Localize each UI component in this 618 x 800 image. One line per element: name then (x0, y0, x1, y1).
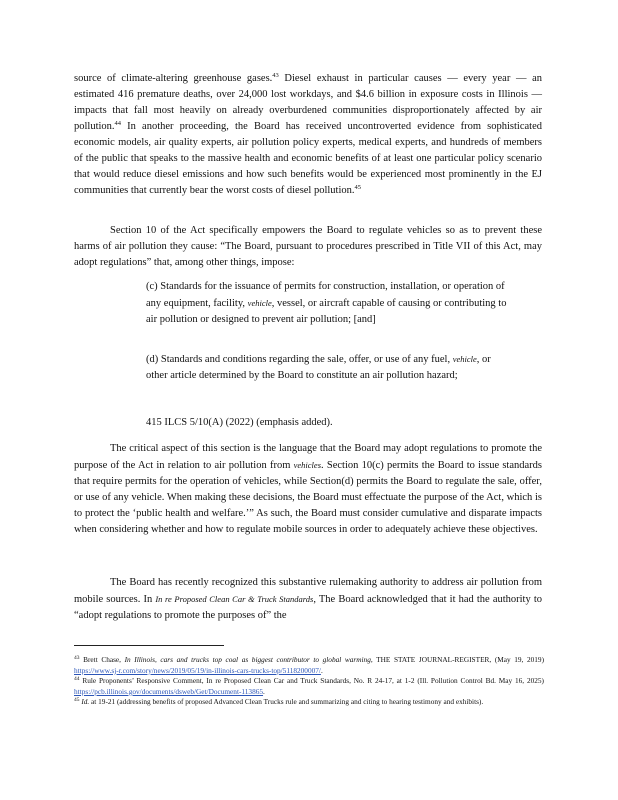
quote-c-text-b: , vessel, or aircraft capable of causing or contributing to air pollution or designed to prevent air pollution; [and] (146, 298, 507, 325)
block-quote-c (146, 279, 508, 328)
paragraph-3-text-b: . Section 10(c) permits the Board to issue standards that require permits for the operation of vehicles, while Section(d) permits the Board to regulate the sale, offer, or use of any vehicle. When making these decisions, the Board must effectuate the purpose of the Act, which is to protect the ‘public health and welfare.’” As such, the Board must consider cumulative and disparate impacts when considering whether and how to regulate mobile sources in order to adequately achieve these objectives. (74, 460, 542, 535)
footnote-44 (74, 676, 544, 697)
footnote-ref-43[interactable]: 43 (272, 72, 279, 79)
paragraph-1-text-b: Diesel exhaust in particular causes — every year — an estimated 416 premature deaths, over 24,000 lost workdays, and $4.6 billion in exposure costs in Illinois — impacts that fall most heavily on already overburdened communities disproportionately affected by air pollution. (74, 73, 542, 132)
footnote-divider (74, 645, 224, 646)
paragraph-1-text-c: In another proceeding, the Board has received uncontroverted evidence from sophisticated economic models, air quality experts, air pollution policy experts, medical experts, and hundreds of members of the public that speaks to the massive health and economic benefits of at least one particular policy scenario that would reduce diesel emissions and how such benefits would be experienced most prominently in the EJ communities that currently bear the worst costs of diesel pollution. (74, 121, 542, 196)
footnote-text: at 19-21 (addressing benefits of proposed Advanced Clean Trucks rule and summarizing and citing to hearing testimony and exhibits). (89, 697, 484, 707)
footnote-link[interactable]: https://www.sj-r.com/story/news/2019/05/19/in-illinois-cars-trucks-top/5118200007/ (74, 665, 321, 675)
block-quote-d (146, 351, 508, 384)
paragraph-3-emphasis: vehicles (293, 460, 321, 470)
footnote-text: , THE STATE JOURNAL-REGISTER, (May 19, 2019) (370, 655, 545, 664)
footnote-ref-44[interactable]: 44 (114, 120, 122, 127)
paragraph-1 (74, 71, 542, 199)
footnote-45 (74, 697, 544, 708)
paragraph-2: Section 10 of the Act specifically empowers the Board to regulate vehicles so as to prevent these harms of air pollution they cause: “The Board, pursuant to procedures prescribed in Title VII of this Act, may adopt regulations” that, among other things, impose: (74, 225, 542, 268)
paragraph-4-text-b: , The Board acknowledged that it had the authority to “adopt regulations to promote the purposes of” the (74, 594, 542, 621)
quote-c-emphasis: vehicle (247, 298, 272, 308)
footnote-article-title: In Illinois, cars and trucks top coal as biggest contributor to global warming (124, 655, 371, 664)
footnote-text: Rule Proponents’ Responsive Comment, In re Proposed Clean Car and Truck Standards, No. R 24-17, at 1-2 (Ill. Pollution Control Bd. May 16, 2025) (82, 676, 544, 686)
paragraph-3-text-a: The critical aspect of this section is the language that the Board may adopt regulations to promote the purpose of the Act in relation to air pollution from (74, 443, 542, 471)
quote-d-emphasis: vehicle (452, 354, 477, 364)
footnote-number: 44 (74, 676, 80, 683)
footnote-id-signal: Id. (81, 697, 90, 707)
footnote-number: 43 (74, 655, 80, 661)
footnote-text: Brett Chase, (83, 655, 121, 664)
footnote-number: 45 (74, 697, 80, 704)
paragraph-1-text-a: source of climate-altering greenhouse gases. (74, 73, 273, 84)
footnotes (74, 655, 544, 708)
footnote-ref-45[interactable]: 45 (354, 184, 362, 191)
paragraph-4-text-a: The Board has recently recognized this substantive rulemaking authority to address air pollution from mobile sources. In (74, 577, 542, 605)
quote-d-text-b: , or other article determined by the Board to constitute an air pollution hazard; (146, 354, 491, 381)
paragraph-3 (74, 441, 542, 538)
statute-citation: 415 ILCS 5/10(A) (2022) (emphasis added). (146, 417, 333, 428)
footnote-text: . (320, 665, 323, 675)
paragraph-4 (74, 575, 542, 624)
footnote-link[interactable]: https://pcb.illinois.gov/documents/dsweb/Get/Document-113865 (74, 686, 264, 696)
quote-c-text-a: (c) Standards for the issuance of permits for construction, installation, or operation of any equipment, facility, (146, 281, 505, 309)
quote-d-text-a: (d) Standards and conditions regarding the sale, offer, or use of any fuel, (146, 354, 451, 365)
footnote-text: . (263, 686, 265, 696)
footnote-43 (74, 655, 544, 676)
paragraph-4-case-name: In re Proposed Clean Car & Truck Standards (155, 594, 314, 604)
